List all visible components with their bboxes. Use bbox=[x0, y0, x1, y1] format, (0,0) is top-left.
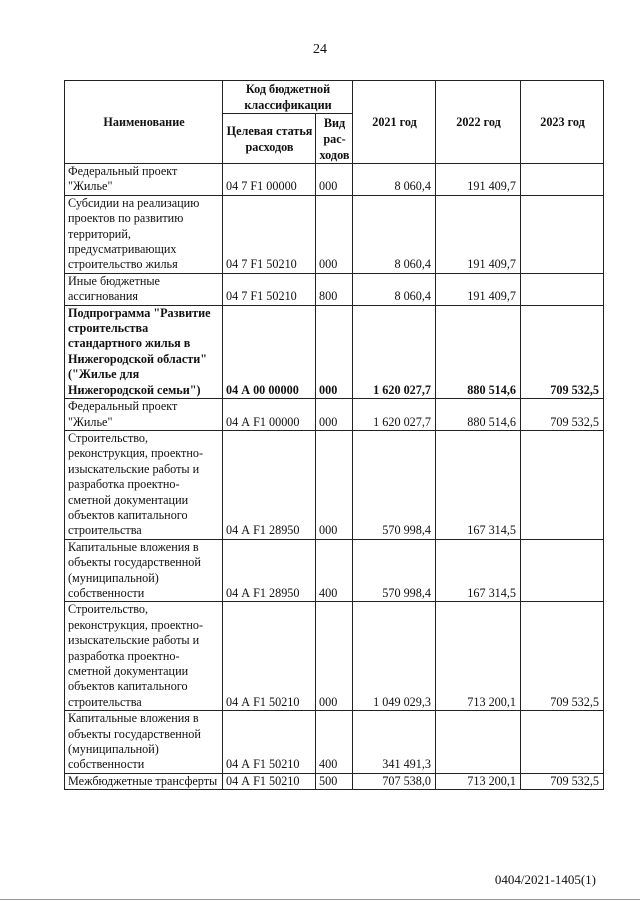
header-target-article: Целевая статья расходов bbox=[223, 114, 316, 164]
row-target-article: 04 А 00 00000 bbox=[223, 305, 316, 398]
header-2023: 2023 год bbox=[521, 81, 604, 164]
row-expense-type: 400 bbox=[316, 539, 353, 602]
row-expense-type: 400 bbox=[316, 711, 353, 774]
budget-table bbox=[64, 80, 604, 790]
row-value-2023: 709 532,5 bbox=[521, 773, 604, 789]
row-target-article: 04 7 F1 50210 bbox=[223, 195, 316, 273]
row-value-2022 bbox=[436, 711, 521, 774]
row-value-2023 bbox=[521, 195, 604, 273]
table-row bbox=[65, 305, 604, 398]
header-name: Наименование bbox=[65, 81, 223, 164]
row-name: Федеральный проект "Жилье" bbox=[65, 164, 223, 196]
row-name: Капитальные вложения в объекты государственной (муниципальной) собственности bbox=[65, 539, 223, 602]
row-value-2021: 8 060,4 bbox=[353, 195, 436, 273]
table-row bbox=[65, 399, 604, 431]
row-target-article: 04 А F1 28950 bbox=[223, 430, 316, 539]
row-target-article: 04 А F1 50210 bbox=[223, 602, 316, 711]
row-value-2023 bbox=[521, 539, 604, 602]
row-value-2021: 570 998,4 bbox=[353, 539, 436, 602]
row-name: Межбюджетные трансферты bbox=[65, 773, 223, 789]
row-value-2023: 709 532,5 bbox=[521, 602, 604, 711]
header-expense-type: Вид рас-ходов bbox=[316, 114, 353, 164]
row-name: Капитальные вложения в объекты государственной (муниципальной) собственности bbox=[65, 711, 223, 774]
row-target-article: 04 А F1 28950 bbox=[223, 539, 316, 602]
header-budget-code: Код бюджетной классификации bbox=[223, 81, 353, 114]
row-value-2021: 707 538,0 bbox=[353, 773, 436, 789]
row-expense-type: 000 bbox=[316, 399, 353, 431]
row-expense-type: 000 bbox=[316, 305, 353, 398]
row-name: Субсидии на реализацию проектов по развитию территорий, предусматривающих строительство жилья bbox=[65, 195, 223, 273]
row-value-2021: 1 049 029,3 bbox=[353, 602, 436, 711]
row-value-2023: 709 532,5 bbox=[521, 399, 604, 431]
row-value-2022: 191 409,7 bbox=[436, 164, 521, 196]
row-name: Строительство, реконструкция, проектно-изыскательские работы и разработка проектно-сметной документации объектов капитального строительства bbox=[65, 430, 223, 539]
row-target-article: 04 А F1 50210 bbox=[223, 711, 316, 774]
table-row bbox=[65, 164, 604, 196]
row-value-2022: 713 200,1 bbox=[436, 773, 521, 789]
row-value-2022: 167 314,5 bbox=[436, 430, 521, 539]
table-row bbox=[65, 602, 604, 711]
row-value-2023 bbox=[521, 164, 604, 196]
row-value-2023 bbox=[521, 273, 604, 305]
row-value-2021: 1 620 027,7 bbox=[353, 399, 436, 431]
row-value-2023: 709 532,5 bbox=[521, 305, 604, 398]
table-row bbox=[65, 539, 604, 602]
row-value-2022: 191 409,7 bbox=[436, 273, 521, 305]
row-name: Подпрограмма "Развитие строительства стандартного жилья в Нижегородской области" ("Жилье для Нижегородской семьи") bbox=[65, 305, 223, 398]
row-expense-type: 000 bbox=[316, 430, 353, 539]
row-target-article: 04 7 F1 00000 bbox=[223, 164, 316, 196]
row-target-article: 04 А F1 00000 bbox=[223, 399, 316, 431]
table-row bbox=[65, 195, 604, 273]
row-value-2021: 8 060,4 bbox=[353, 273, 436, 305]
table-row bbox=[65, 773, 604, 789]
row-target-article: 04 А F1 50210 bbox=[223, 773, 316, 789]
row-target-article: 04 7 F1 50210 bbox=[223, 273, 316, 305]
document-code: 0404/2021-1405(1) bbox=[494, 872, 596, 887]
row-expense-type: 500 bbox=[316, 773, 353, 789]
row-value-2021: 570 998,4 bbox=[353, 430, 436, 539]
row-value-2022: 880 514,6 bbox=[436, 399, 521, 431]
row-name: Иные бюджетные ассигнования bbox=[65, 273, 223, 305]
row-value-2022: 191 409,7 bbox=[436, 195, 521, 273]
scan-edge-line bbox=[0, 899, 640, 900]
row-value-2023 bbox=[521, 711, 604, 774]
row-name: Строительство, реконструкция, проектно-изыскательские работы и разработка проектно-сметной документации объектов капитального строительства bbox=[65, 602, 223, 711]
table-row bbox=[65, 273, 604, 305]
row-value-2021: 341 491,3 bbox=[353, 711, 436, 774]
row-expense-type: 000 bbox=[316, 164, 353, 196]
header-2021: 2021 год bbox=[353, 81, 436, 164]
header-2022: 2022 год bbox=[436, 81, 521, 164]
row-expense-type: 000 bbox=[316, 602, 353, 711]
row-value-2021: 1 620 027,7 bbox=[353, 305, 436, 398]
row-value-2022: 713 200,1 bbox=[436, 602, 521, 711]
row-value-2021: 8 060,4 bbox=[353, 164, 436, 196]
row-expense-type: 800 bbox=[316, 273, 353, 305]
row-value-2022: 880 514,6 bbox=[436, 305, 521, 398]
table-row bbox=[65, 711, 604, 774]
row-value-2023 bbox=[521, 430, 604, 539]
row-name: Федеральный проект "Жилье" bbox=[65, 399, 223, 431]
table-row bbox=[65, 430, 604, 539]
row-value-2022: 167 314,5 bbox=[436, 539, 521, 602]
page-number: 24 bbox=[313, 42, 327, 57]
row-expense-type: 000 bbox=[316, 195, 353, 273]
